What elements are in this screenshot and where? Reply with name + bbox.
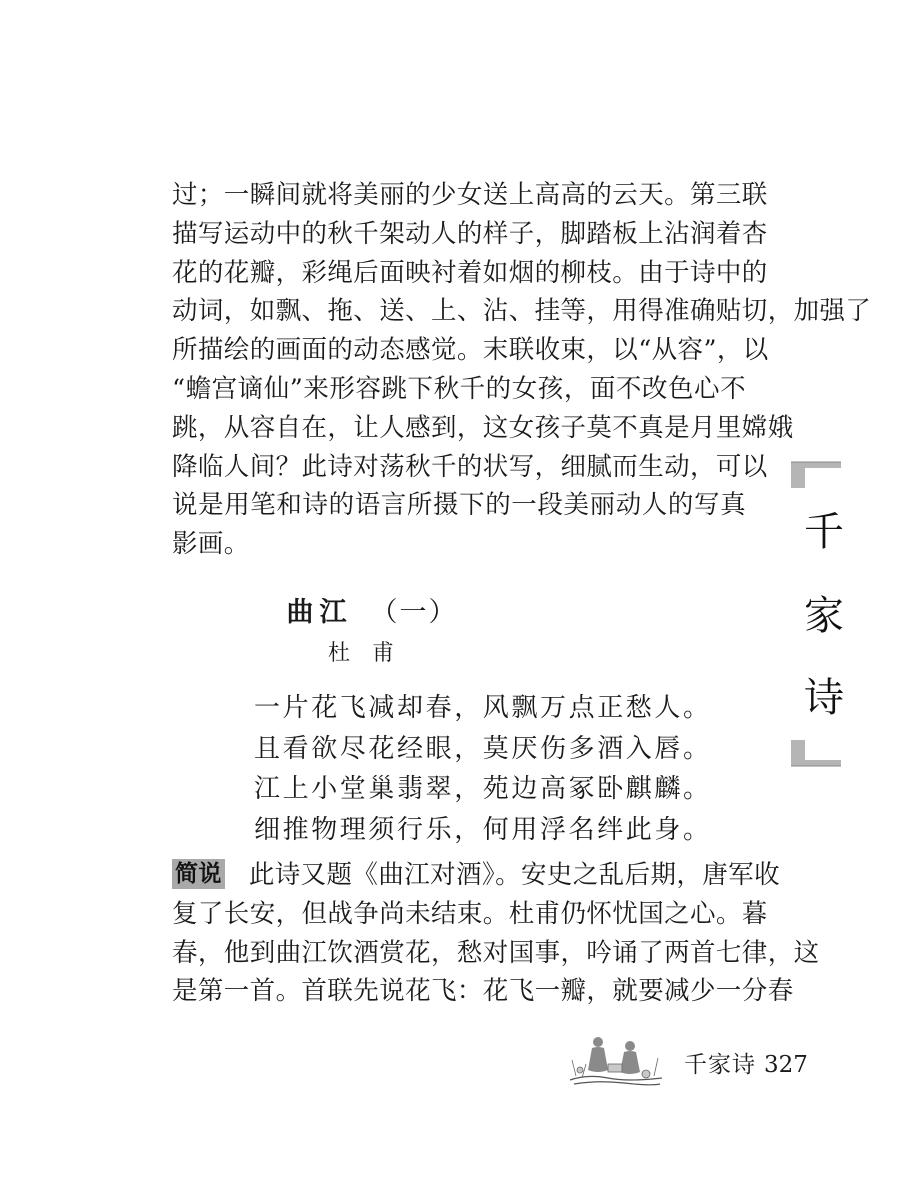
page-footer <box>684 1046 808 1079</box>
poem-author: 杜甫 <box>327 641 416 666</box>
body-paragraph <box>172 176 872 564</box>
commentary-section <box>172 856 820 1011</box>
text-line: 跳，从容自在，让人感到，这女孩子莫不真是月里嫦娥 <box>172 412 794 443</box>
text-line: 所描绘的画面的动态感觉。末联收束，以“从容”，以 <box>172 335 769 366</box>
side-tab-book-title <box>791 460 844 768</box>
text-line: 复了长安，但战争尚未结束。杜甫仍怀忧国之心。暮 <box>172 898 768 929</box>
text-line: 过；一瞬间就将美丽的少女送上高高的云天。第三联 <box>172 180 768 210</box>
text-line: 花的花瓣，彩绳后面映衬着如烟的柳枝。由于诗中的 <box>172 257 768 288</box>
poem-title <box>172 590 572 629</box>
commentary-first-line: 此诗又题《曲江对酒》。安史之乱后期，唐军收 <box>248 860 780 890</box>
side-tab-char: 诗 <box>804 675 844 721</box>
two-figures-drinking-illustration-icon <box>568 1030 664 1086</box>
text-line: 动词，如飘、拖、送、上、沾、挂等，用得准确贴切，加强了 <box>172 296 872 327</box>
poem-line: 细推物理须行乐，何用浮名绊此身。 <box>254 814 712 845</box>
poem-line: 且看欲尽花经眼，莫厌伤多酒入唇。 <box>254 733 712 764</box>
poem-line: 一片花飞减却春，风飘万点正愁人。 <box>254 693 712 723</box>
poem-number: （一） <box>370 597 458 628</box>
text-line: 春，他到曲江饮酒赏花，愁对国事，吟诵了两首七律，这 <box>172 937 820 968</box>
commentary-label-badge: 简说 <box>172 859 225 889</box>
paragraph-continuation <box>172 176 872 564</box>
text-line <box>172 856 780 895</box>
poem-body <box>254 688 712 850</box>
side-tab-char: 千 <box>804 509 844 555</box>
commentary-paragraph <box>172 856 820 1011</box>
text-line: “蟾宫谪仙”来形容跳下秋千的女孩，面不改色心不 <box>172 373 746 404</box>
poem-title-text: 曲江 <box>286 597 353 628</box>
text-line: 影画。 <box>172 529 250 560</box>
bracket-bottom-icon <box>791 738 841 768</box>
text-line: 描写运动中的秋千架动人的样子，脚踏板上沾润着杏 <box>172 218 768 249</box>
bracket-top-icon <box>791 460 841 490</box>
footer-book-title: 千家诗 <box>684 1052 756 1078</box>
side-tab-char: 家 <box>804 593 844 639</box>
text-line: 是第一首。首联先说花飞：花飞一瓣，就要减少一分春 <box>172 976 794 1007</box>
poem-line: 江上小堂巢翡翠，苑边高冢卧麒麟。 <box>254 774 712 804</box>
text-line: 说是用笔和诗的语言所摄下的一段美丽动人的写真 <box>172 490 746 521</box>
text-line: 降临人间？此诗对荡秋千的状写，细腻而生动，可以 <box>172 451 768 482</box>
page-number: 327 <box>764 1052 808 1078</box>
